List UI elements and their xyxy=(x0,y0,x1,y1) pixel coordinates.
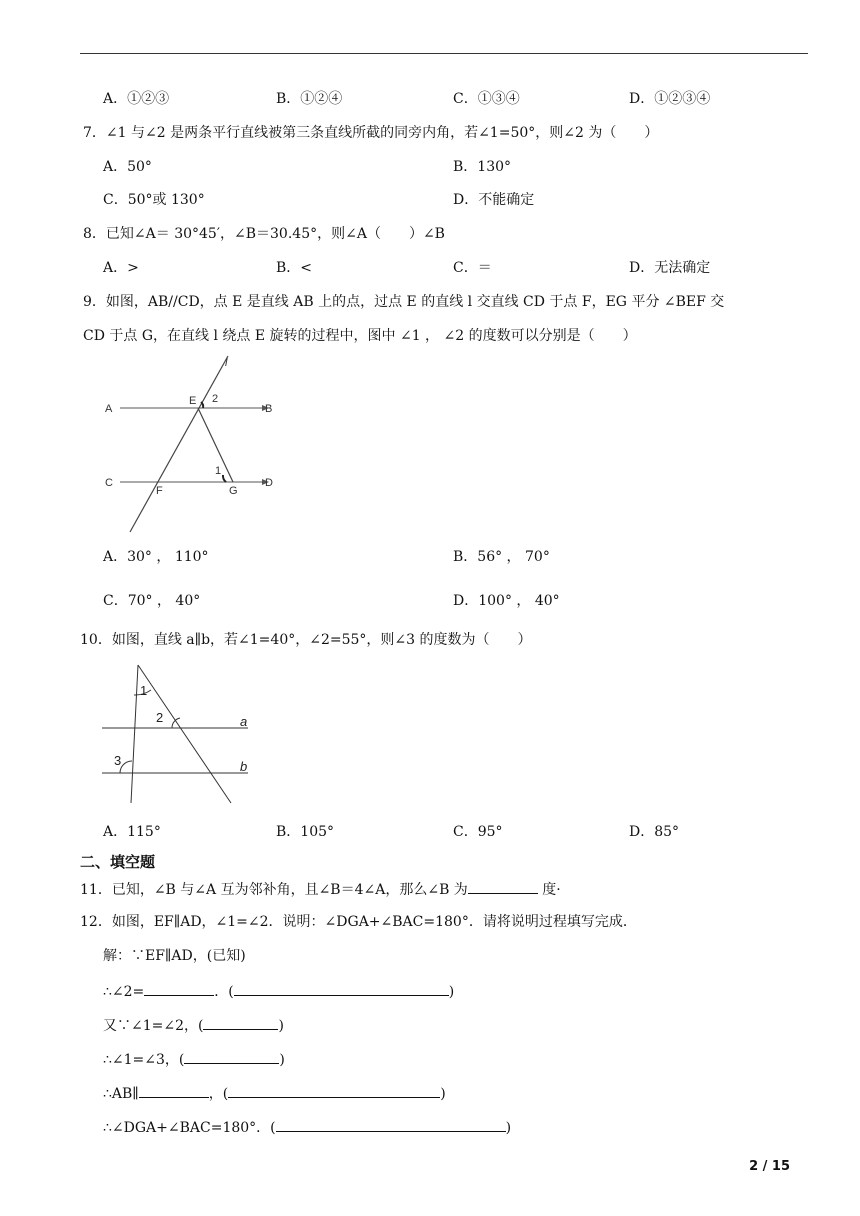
prev-option-c: C．①③④ xyxy=(453,91,520,107)
q11-line xyxy=(80,879,561,899)
fig9-label-e: E xyxy=(189,395,197,407)
q9-figure xyxy=(100,354,290,534)
q7-option-b: B．130° xyxy=(453,159,512,175)
q12-line6 xyxy=(103,1117,511,1137)
fig9-label-g: G xyxy=(229,485,238,497)
q12-line1: 解：∵EF∥AD，(已知) xyxy=(103,948,246,964)
fig9-label-f: F xyxy=(156,485,163,497)
q12-line5-a: ∴AB∥ xyxy=(103,1086,139,1102)
q12-blank-reason1[interactable] xyxy=(234,981,449,996)
q11-post: 度· xyxy=(542,882,561,898)
q8-option-b: B．< xyxy=(276,260,313,276)
q12-line2-c: ) xyxy=(448,984,455,1000)
q8-option-d: D．无法确定 xyxy=(629,260,711,276)
fig9-label-b: B xyxy=(265,403,273,415)
section-heading: 二、填空题 xyxy=(80,853,156,871)
q8-option-c: C．＝ xyxy=(453,260,492,276)
fig9-label-1: 1 xyxy=(215,465,222,477)
q12-line5 xyxy=(103,1083,446,1103)
fig10-label-3: 3 xyxy=(114,753,122,768)
fig9-label-a: A xyxy=(105,403,113,415)
q9-option-a: A．30° ， 110° xyxy=(103,549,209,565)
q7-option-d: D．不能确定 xyxy=(453,192,535,208)
q12-line5-c: ) xyxy=(440,1086,446,1102)
q12-blank-reason4[interactable] xyxy=(228,1083,440,1098)
q7-option-c: C．50°或 130° xyxy=(103,192,205,208)
q12-stem: 12．如图，EF∥AD，∠1=∠2．说明：∠DGA+∠BAC=180°．请将说明过程填写完成． xyxy=(80,914,637,930)
q7-option-a: A．50° xyxy=(103,159,152,175)
fig9-label-2: 2 xyxy=(212,393,219,405)
fig10-label-a: a xyxy=(240,714,248,729)
q12-line4 xyxy=(103,1049,285,1069)
q10-stem: 10．如图，直线 a∥b，若∠1=40°，∠2=55°，则∠3 的度数为（ ） xyxy=(80,632,532,648)
q12-line2 xyxy=(103,981,454,1001)
header-rule xyxy=(80,53,808,54)
prev-option-d: D．①②③④ xyxy=(629,91,711,107)
q12-blank-reason5[interactable] xyxy=(276,1117,506,1132)
q12-line6-b: ) xyxy=(505,1120,512,1136)
fig9-label-d: D xyxy=(265,477,273,489)
q12-blank-reason3[interactable] xyxy=(184,1049,279,1064)
q10-option-d: D．85° xyxy=(629,824,680,840)
fig9-label-l: l xyxy=(225,357,228,369)
q12-line3 xyxy=(103,1015,284,1035)
q10-option-c: C．95° xyxy=(453,824,503,840)
q12-line3-b: ) xyxy=(278,1018,284,1034)
q12-line4-b: ) xyxy=(279,1052,285,1068)
q8-stem: 8．已知∠A＝ 30°45′，∠B＝30.45°，则∠A（ ）∠B xyxy=(83,226,445,242)
q12-line2-b: ．( xyxy=(214,984,234,1000)
q12-line3-a: 又∵∠1=∠2，( xyxy=(103,1018,204,1034)
fig10-label-1: 1 xyxy=(140,683,148,698)
q9-stem-line2: CD 于点 G，在直线 l 绕点 E 旋转的过程中，图中 ∠1 ， ∠2 的度数可以分别是（ ） xyxy=(83,328,637,344)
q12-blank-angle2[interactable] xyxy=(144,981,214,996)
q12-blank-reason2[interactable] xyxy=(203,1015,278,1030)
q10-option-a: A．115° xyxy=(103,824,161,840)
q11-pre: 11．已知，∠B 与∠A 互为邻补角，且∠B＝4∠A，那么∠B 为 xyxy=(80,882,468,898)
prev-option-b: B．①②④ xyxy=(276,91,343,107)
q10-option-b: B．105° xyxy=(276,824,335,840)
q12-line4-a: ∴∠1=∠3，( xyxy=(103,1052,185,1068)
q12-line2-a: ∴∠2= xyxy=(103,984,145,1000)
q12-blank-line[interactable] xyxy=(139,1083,209,1098)
prev-option-a: A．①②③ xyxy=(103,91,170,107)
q9-option-d: D．100° ， 40° xyxy=(453,593,560,609)
q12-line6-a: ∴∠DGA+∠BAC=180°．( xyxy=(103,1120,276,1136)
q12-line5-b: ，( xyxy=(208,1086,229,1102)
fig10-label-b: b xyxy=(240,759,248,774)
q8-option-a: A．> xyxy=(103,260,139,276)
q11-blank[interactable] xyxy=(468,879,538,894)
fig9-label-c: C xyxy=(105,477,113,489)
q9-stem-line1: 9．如图，AB//CD，点 E 是直线 AB 上的点，过点 E 的直线 l 交直线 CD 于点 F，EG 平分 ∠BEF 交 xyxy=(83,294,725,310)
q9-option-c: C．70° ， 40° xyxy=(103,593,201,609)
fig10-label-2: 2 xyxy=(156,710,164,725)
q7-stem: 7．∠1 与∠2 是两条平行直线被第三条直线所截的同旁内角，若∠1=50°，则∠2 为（ ） xyxy=(83,125,659,141)
page-number: 2 / 15 xyxy=(749,1159,790,1174)
q9-option-b: B．56° ， 70° xyxy=(453,549,550,565)
q10-figure xyxy=(100,660,260,810)
